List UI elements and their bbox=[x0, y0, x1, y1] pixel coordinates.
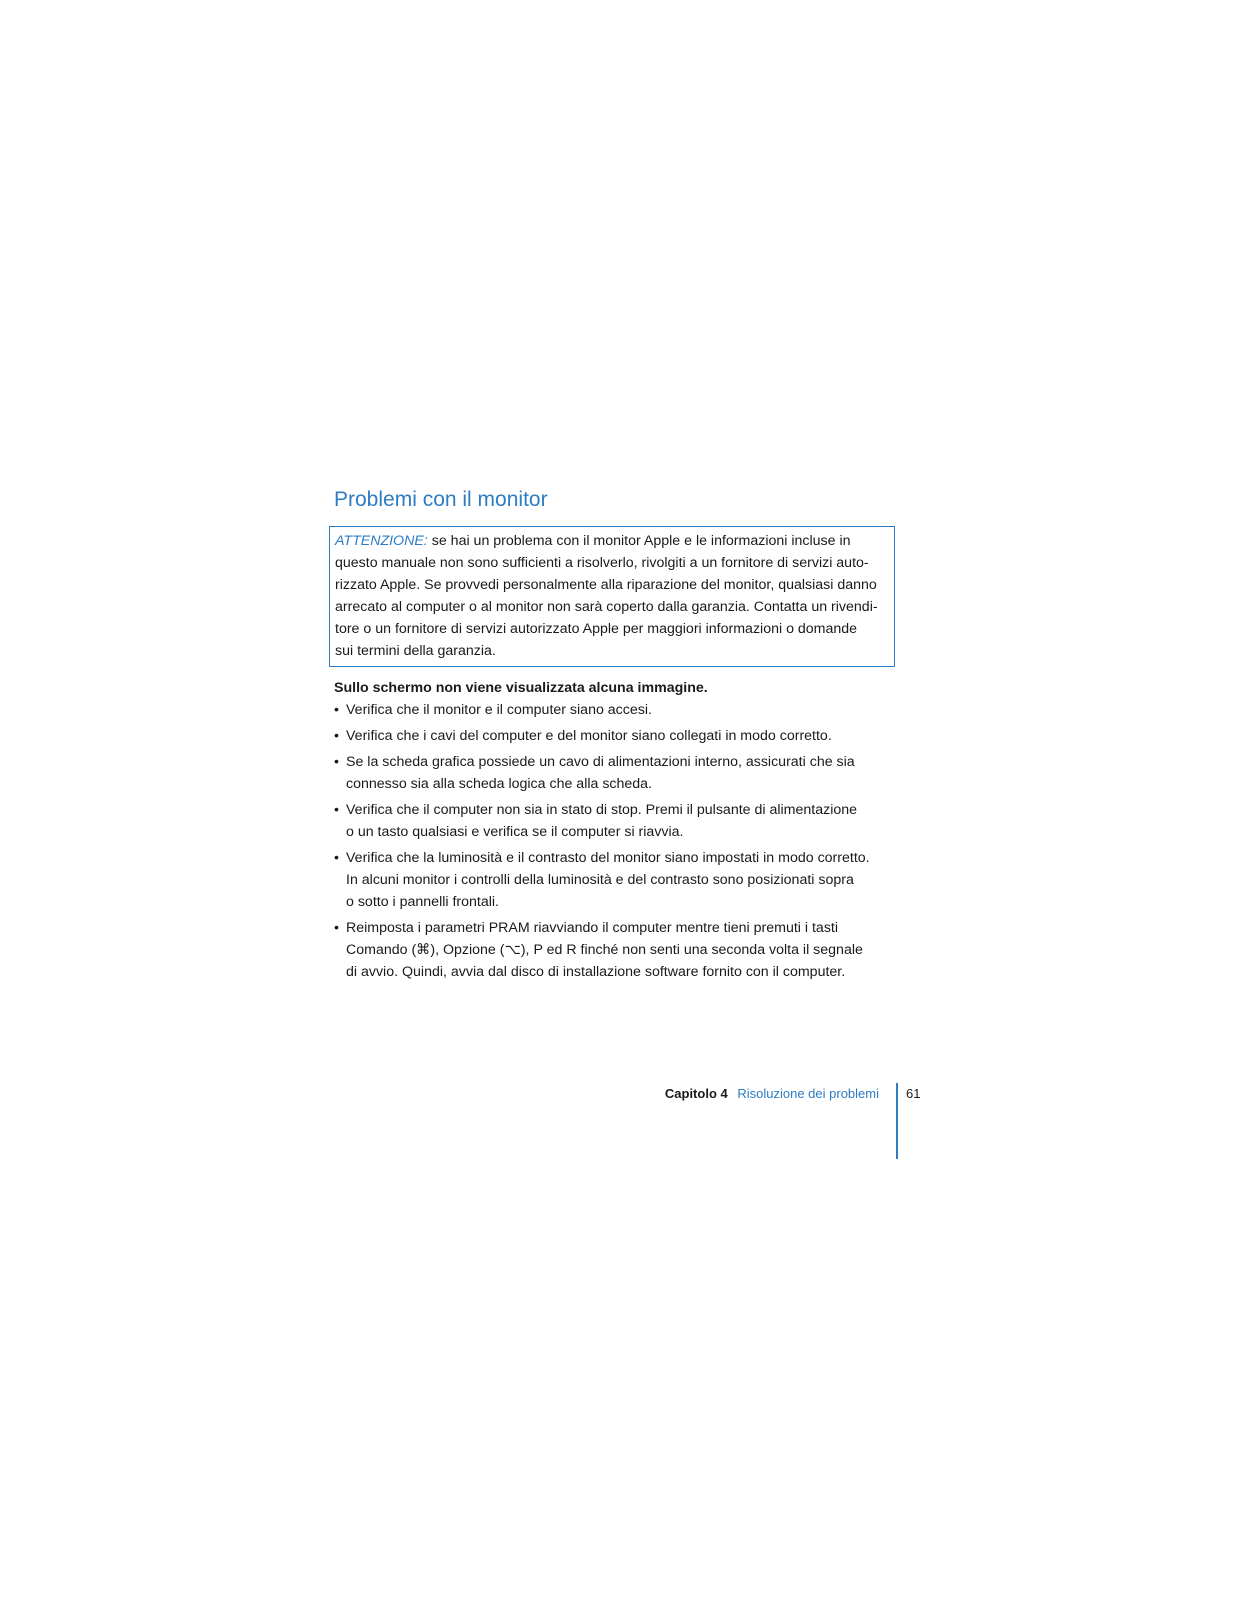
footer-divider bbox=[896, 1083, 898, 1159]
section-title: Problemi con il monitor bbox=[334, 488, 548, 511]
warning-line: questo manuale non sono sufficienti a risolverlo, rivolgiti a un fornitore di servizi auto- bbox=[335, 555, 869, 571]
list-item-line: Se la scheda grafica possiede un cavo di alimentazioni interno, assicurati che sia bbox=[346, 754, 855, 770]
list-item bbox=[334, 799, 896, 843]
list-item bbox=[334, 725, 896, 747]
page-footer bbox=[665, 1084, 879, 1104]
bullet-icon: • bbox=[334, 850, 339, 866]
list-item-line: Verifica che la luminosità e il contrasto del monitor siano impostati in modo corretto. bbox=[346, 850, 870, 866]
bullet-icon: • bbox=[334, 802, 339, 818]
warning-line: tore o un fornitore di servizi autorizzato Apple per maggiori informazioni o domande bbox=[335, 621, 858, 637]
list-item bbox=[334, 751, 896, 795]
list-item-line: o un tasto qualsiasi e verifica se il computer si riavvia. bbox=[346, 824, 684, 840]
list-item bbox=[334, 917, 896, 983]
bullet-icon: • bbox=[334, 754, 339, 770]
list-item-line: Verifica che il computer non sia in stato di stop. Premi il pulsante di alimentazione bbox=[346, 802, 858, 818]
list-item-line: Verifica che il monitor e il computer siano accesi. bbox=[346, 702, 652, 718]
footer-chapter: Capitolo 4 bbox=[664, 1086, 728, 1101]
page-content bbox=[334, 486, 896, 987]
warning-box bbox=[329, 526, 895, 667]
list-item-line: In alcuni monitor i controlli della luminosità e del contrasto sono posizionati sopra bbox=[346, 872, 854, 888]
page-number: 61 bbox=[906, 1086, 921, 1101]
warning-line bbox=[335, 530, 889, 552]
bullet-icon: • bbox=[334, 920, 339, 936]
warning-line: sui termini della garanzia. bbox=[335, 643, 496, 659]
list-item-line: Comando (⌘), Opzione (⌥), P ed R finché non senti una seconda volta il segnale bbox=[346, 942, 863, 958]
list-item bbox=[334, 847, 896, 913]
list-item-line: connesso sia alla scheda logica che alla scheda. bbox=[346, 776, 653, 792]
list-item-line: Reimposta i parametri PRAM riavviando il computer mentre tieni premuti i tasti bbox=[346, 920, 839, 936]
warning-text: se hai un problema con il monitor Apple e le informazioni incluse in bbox=[431, 533, 851, 549]
list-item-line: o sotto i pannelli frontali. bbox=[346, 894, 500, 910]
warning-line: arrecato al computer o al monitor non sarà coperto dalla garanzia. Contatta un rivendi- bbox=[335, 599, 878, 615]
list-item bbox=[334, 699, 896, 721]
troubleshooting-list bbox=[334, 699, 896, 983]
list-item-line: Verifica che i cavi del computer e del monitor siano collegati in modo corretto. bbox=[346, 728, 832, 744]
list-item-line: di avvio. Quindi, avvia dal disco di installazione software fornito con il computer. bbox=[346, 964, 846, 980]
bullet-icon: • bbox=[334, 728, 339, 744]
warning-line: rizzato Apple. Se provvedi personalmente alla riparazione del monitor, qualsiasi danno bbox=[335, 577, 877, 593]
footer-chapter-title: Risoluzione dei problemi bbox=[737, 1086, 879, 1101]
bullet-icon: • bbox=[334, 702, 339, 718]
warning-label: ATTENZIONE: bbox=[335, 533, 428, 549]
problem-heading: Sullo schermo non viene visualizzata alcuna immagine. bbox=[334, 680, 708, 696]
